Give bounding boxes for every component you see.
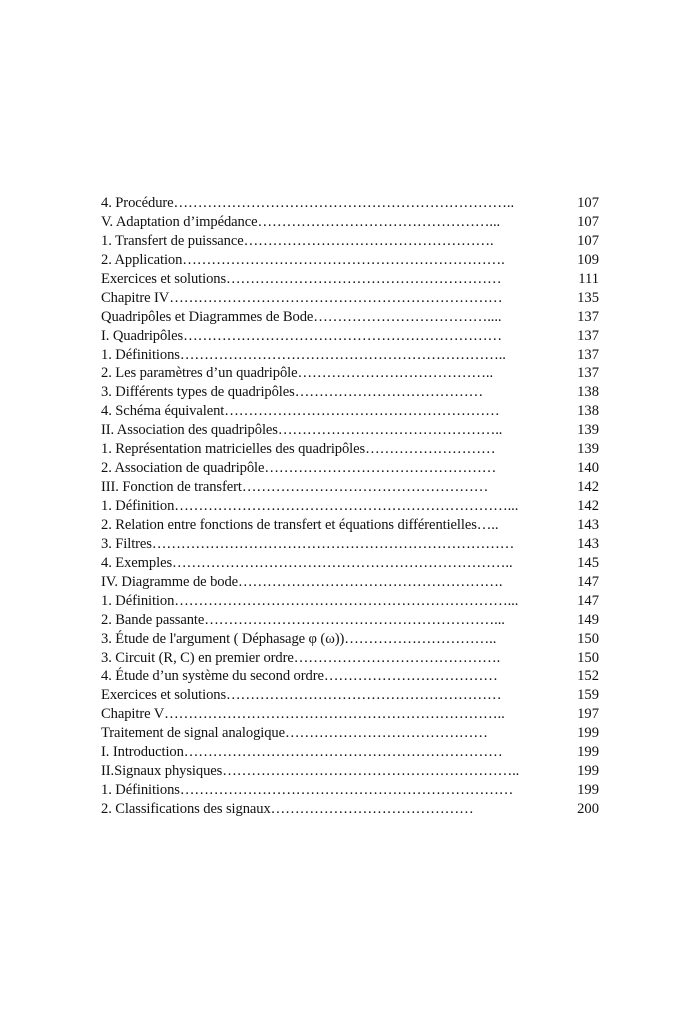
toc-entry-page: 197	[577, 706, 599, 723]
toc-entry-page: 200	[577, 801, 599, 817]
toc-entry	[101, 535, 599, 554]
toc-entry-page: 199	[577, 763, 599, 780]
toc-entry-label: 4. Procédure……………………………………………………………..	[101, 195, 515, 211]
toc-entry-label: 2. Application………………………………………………………….	[101, 251, 505, 268]
toc-entry-label: 1. Définition……………………………………………………………...	[101, 498, 519, 514]
toc-entry	[101, 270, 599, 289]
toc-entry-label: Quadripôles et Diagrammes de Bode………………………………....	[101, 308, 502, 325]
toc-entry	[101, 213, 599, 232]
toc-entry-page: 150	[577, 649, 599, 666]
toc-entry	[101, 649, 599, 668]
toc-entry-label: 2. Bande passante……………………………………………………...	[101, 611, 505, 628]
toc-entry-page: 137	[577, 327, 599, 344]
toc-entry	[101, 611, 599, 630]
toc-entry-label: 2. Classifications des signaux……………………………………	[101, 801, 474, 817]
toc-entry-page: 147	[577, 573, 599, 590]
toc-entry-page: 137	[577, 308, 599, 325]
toc-entry	[101, 743, 599, 762]
toc-entry	[101, 364, 599, 383]
toc-entry-page: 139	[577, 441, 599, 458]
toc-entry	[101, 327, 599, 346]
toc-entry	[101, 289, 599, 308]
toc-entry-label: 3. Filtres…………………………………………………………………	[101, 535, 515, 552]
toc-entry	[101, 630, 599, 649]
toc-entry-label: 1. Représentation matricielles des quadripôles………………………	[101, 441, 496, 458]
toc-entry-label: 3. Étude de l'argument ( Déphasage φ (ω))…………………………..	[101, 630, 497, 647]
toc-entry-label: III. Fonction de transfert……………………………………………	[101, 479, 489, 496]
toc-entry-page: 145	[577, 554, 599, 571]
toc-entry-label: II.Signaux physiques……………………………………………………..	[101, 763, 520, 780]
toc-entry-page: 199	[577, 782, 599, 799]
toc-entry-page: 138	[577, 403, 599, 420]
toc-entry-page: 109	[577, 251, 599, 268]
toc-entry	[101, 724, 599, 743]
toc-entry-label: Chapitre IV……………………………………………………………	[101, 289, 503, 306]
toc-entry	[101, 402, 599, 421]
toc-entry-page: 152	[577, 668, 599, 685]
toc-entry-page: 150	[577, 630, 599, 647]
toc-entry	[101, 383, 599, 402]
toc-entry-label: 4. Schéma équivalent…………………………………………………	[101, 403, 500, 420]
toc-entry	[101, 686, 599, 705]
toc-entry	[101, 251, 599, 270]
toc-entry-label: 4. Exemples……………………………………………………………..	[101, 554, 513, 571]
toc-entry	[101, 705, 599, 724]
toc-entry	[101, 573, 599, 592]
toc-entry-label: 1. Transfert de puissance…………………………………………….	[101, 232, 494, 249]
toc-entry-label: I. Quadripôles…………………………………………………………	[101, 327, 502, 344]
toc-entry-page: 159	[577, 687, 599, 704]
toc-entry-page: 139	[577, 422, 599, 439]
toc-entry	[101, 592, 599, 611]
toc-entry	[101, 232, 599, 251]
toc-entry	[101, 554, 599, 573]
toc-entry-label: 4. Étude d’un système du second ordre………………………………	[101, 668, 498, 685]
toc-entry-label: 2. Association de quadripôle…………………………………………	[101, 460, 497, 477]
toc-entry	[101, 308, 599, 327]
toc-entry	[101, 440, 599, 459]
toc-entry-page: 142	[577, 498, 599, 514]
toc-entry-label: Traitement de signal analogique……………………………………	[101, 725, 488, 742]
toc-entry-label: 1. Définition……………………………………………………………...	[101, 592, 519, 609]
toc-entry-page: 137	[577, 365, 599, 382]
toc-entry-page: 135	[577, 289, 599, 306]
toc-entry-page: 143	[577, 535, 599, 552]
toc-entry-label: II. Association des quadripôles………………………………………..	[101, 422, 503, 439]
toc-entry-page: 149	[577, 611, 599, 628]
toc-entry-page: 107	[577, 195, 599, 211]
toc-entry-page: 140	[577, 460, 599, 477]
toc-entry-page: 107	[577, 232, 599, 249]
toc-entry	[101, 516, 599, 535]
toc-entry-page: 137	[577, 346, 599, 363]
toc-entry-page: 199	[577, 725, 599, 742]
toc-entry-page: 111	[578, 270, 599, 287]
toc-entry-label: 1. Définitions……………………………………………………………	[101, 782, 514, 799]
toc-entry-label: Exercices et solutions…………………………………………………	[101, 687, 502, 704]
table-of-contents	[101, 194, 599, 819]
toc-entry-label: Exercices et solutions…………………………………………………	[101, 270, 502, 287]
toc-entry-label: I. Introduction…………………………………………………………	[101, 744, 503, 761]
toc-entry-label: V. Adaptation d’impédance…………………………………………...	[101, 213, 501, 230]
toc-entry-label: 1. Définitions…………………………………………………………..	[101, 346, 506, 363]
toc-entry	[101, 478, 599, 497]
toc-entry-label: 2. Les paramètres d’un quadripôle…………………………………..	[101, 365, 493, 382]
toc-entry	[101, 194, 599, 213]
toc-entry-page: 147	[577, 592, 599, 609]
toc-entry	[101, 762, 599, 781]
toc-entry-label: Chapitre V……………………………………………………………..	[101, 706, 505, 723]
toc-entry	[101, 667, 599, 686]
toc-entry-label: 3. Différents types de quadripôles…………………………………	[101, 384, 484, 401]
toc-entry	[101, 781, 599, 800]
toc-entry	[101, 421, 599, 440]
toc-entry-label: 2. Relation entre fonctions de transfert et équations différentielles…..	[101, 516, 499, 533]
toc-entry	[101, 459, 599, 478]
toc-entry	[101, 800, 599, 819]
toc-entry-page: 199	[577, 744, 599, 761]
toc-entry-page: 142	[577, 479, 599, 496]
toc-entry	[101, 497, 599, 516]
toc-entry-page: 107	[577, 213, 599, 230]
toc-entry-label: IV. Diagramme de bode……………………………………………….	[101, 573, 503, 590]
toc-entry-label: 3. Circuit (R, C) en premier ordre…………………………………….	[101, 649, 501, 666]
toc-entry-page: 138	[577, 384, 599, 401]
toc-entry-page: 143	[577, 516, 599, 533]
toc-entry	[101, 346, 599, 365]
